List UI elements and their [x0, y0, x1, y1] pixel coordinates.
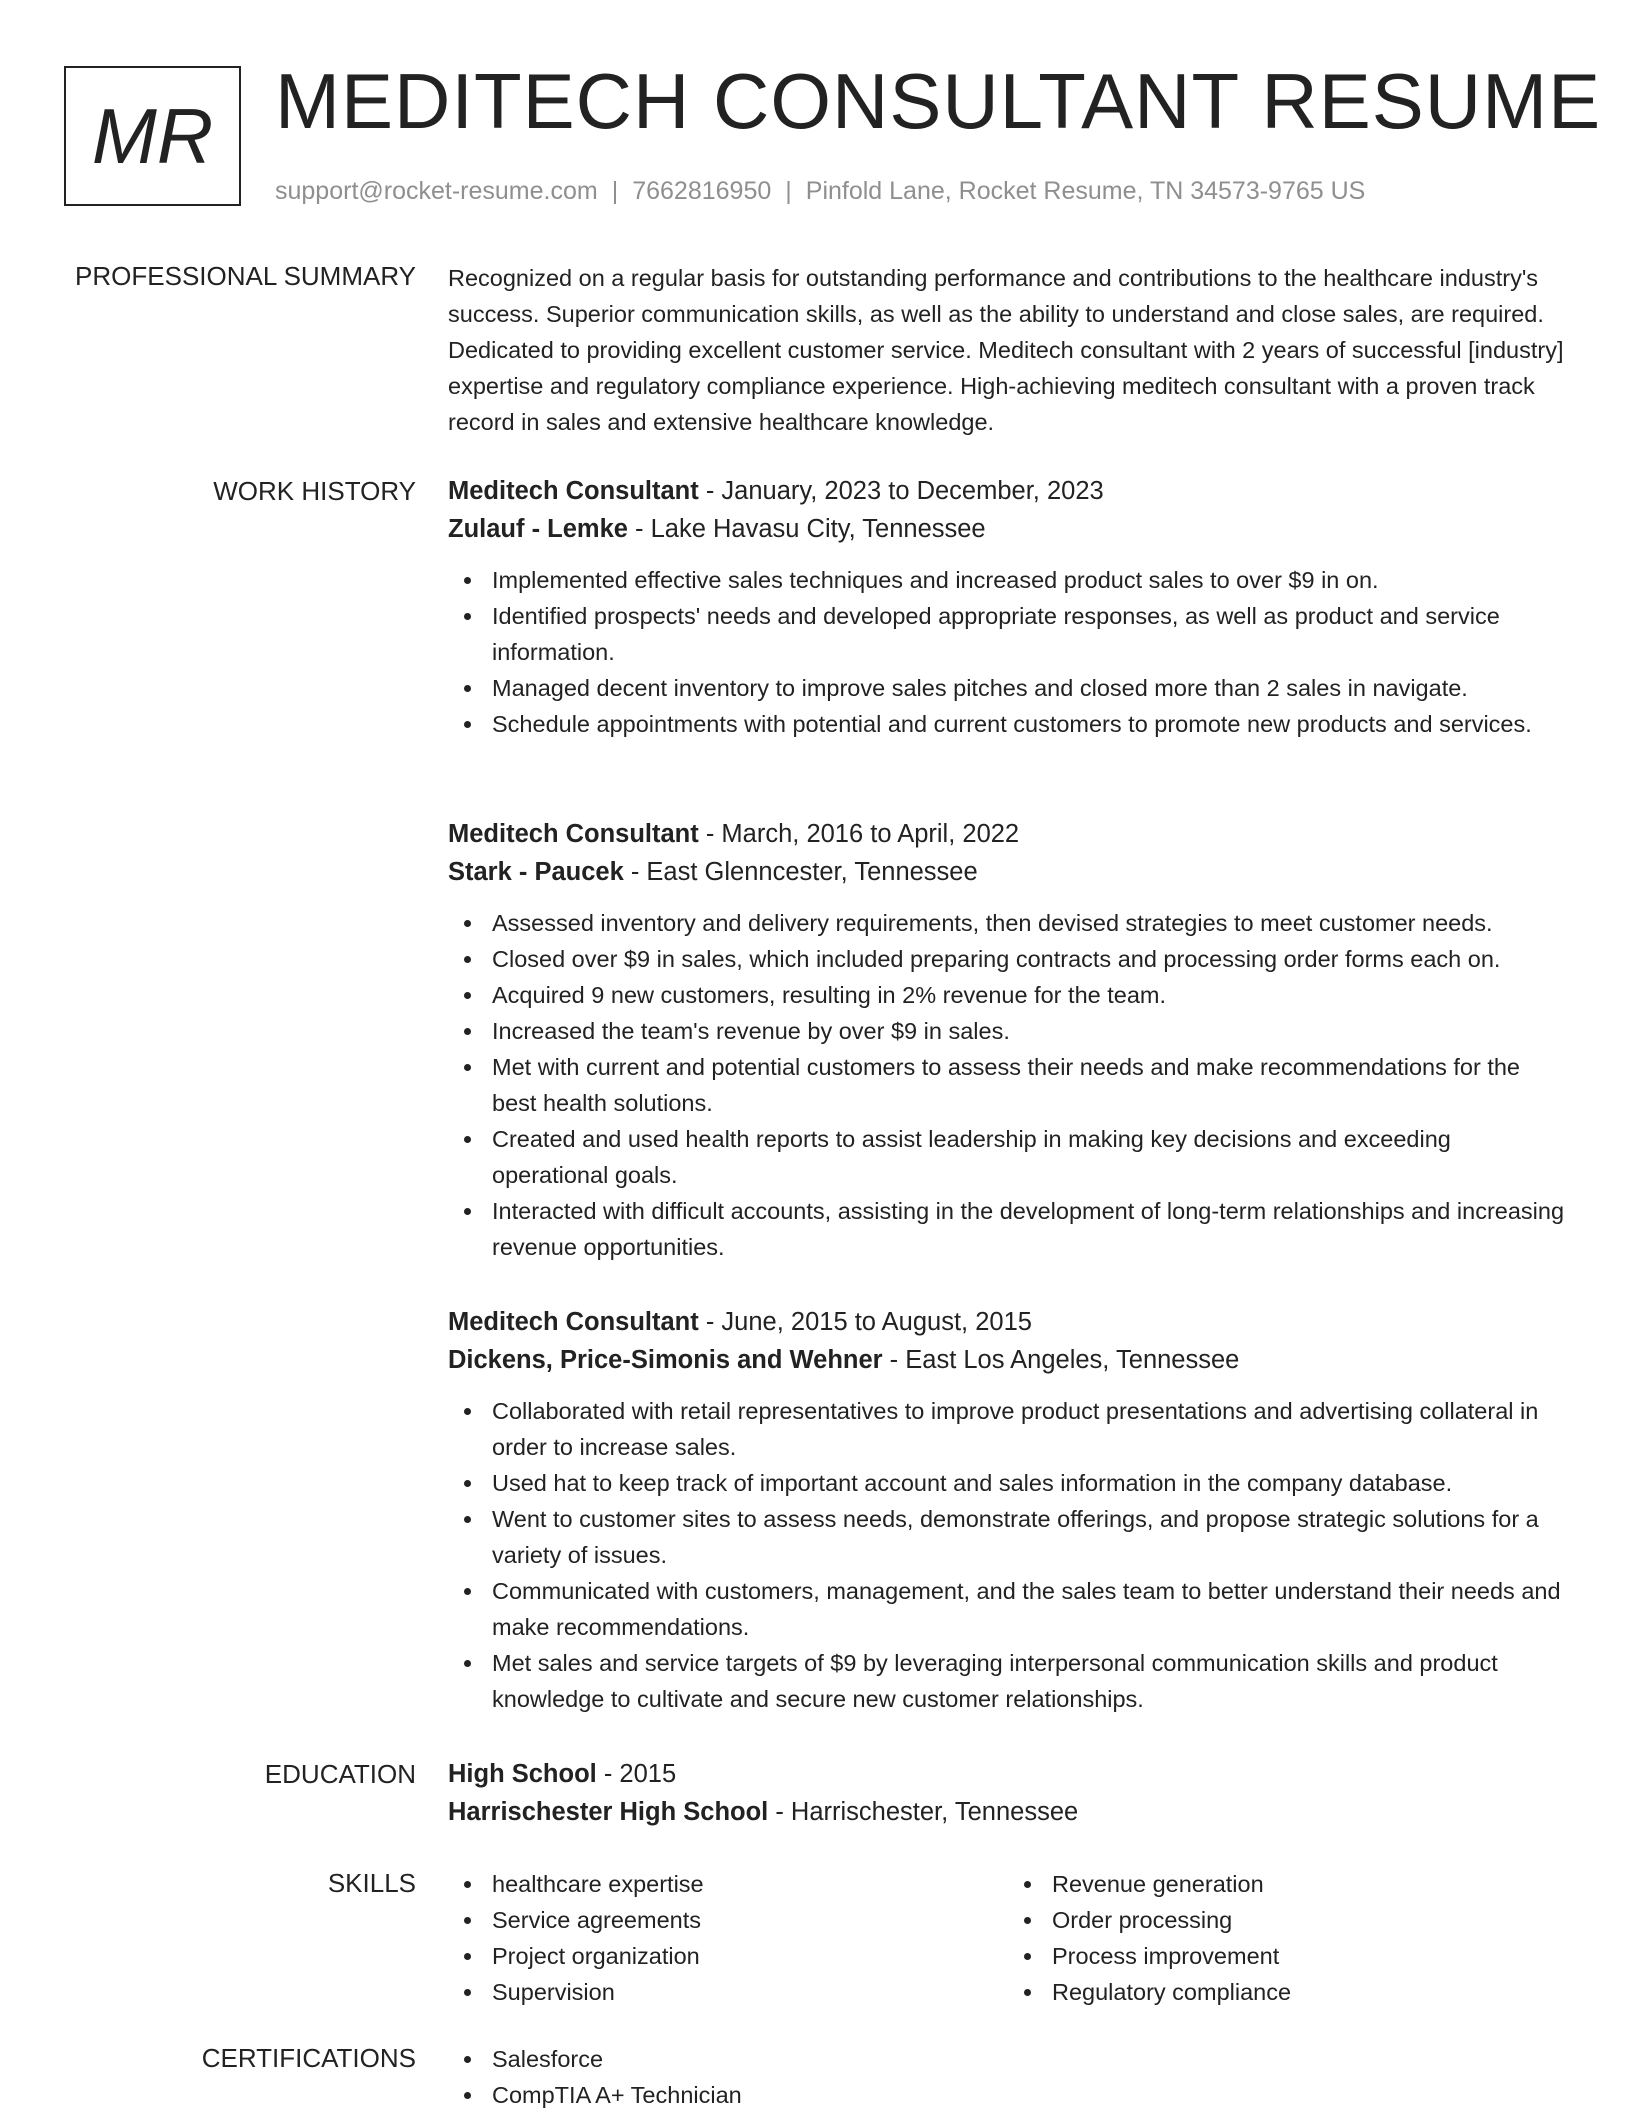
- contact-address: Pinfold Lane, Rocket Resume, TN 34573-9765 US: [805, 177, 1366, 205]
- contact-phone: 7662816950: [632, 177, 772, 205]
- list-item: Closed over $9 in sales, which included preparing contracts and processing order forms each on.: [492, 941, 1568, 977]
- list-item: Met sales and service targets of $9 by leveraging interpersonal communication skills and product knowledge to cultivate and secure new customer relationships.: [492, 1645, 1568, 1717]
- job-company: Dickens, Price-Simonis and Wehner: [448, 1346, 883, 1374]
- job-company-line: [448, 510, 1568, 548]
- list-item: Met with current and potential customers to assess their needs and make recommendations for the best health solutions.: [492, 1049, 1568, 1121]
- list-item: healthcare expertise: [492, 1866, 1008, 1902]
- job-entry: [448, 472, 1568, 742]
- job-company: Zulauf - Lemke: [448, 515, 628, 543]
- job-dates: - January, 2023 to December, 2023: [698, 477, 1104, 505]
- monogram-logo: MR: [64, 66, 241, 206]
- page-title: MEDITECH CONSULTANT RESUME: [275, 57, 1602, 145]
- contact-email: support@rocket-resume.com: [275, 177, 598, 205]
- job-title: Meditech Consultant: [448, 1308, 699, 1336]
- list-item: Acquired 9 new customers, resulting in 2% revenue for the team.: [492, 977, 1568, 1013]
- list-item: Went to customer sites to assess needs, demonstrate offerings, and propose strategic solutions for a variety of issues.: [492, 1501, 1568, 1573]
- job-company: Stark - Paucek: [448, 858, 624, 886]
- list-item: Salesforce: [492, 2041, 1568, 2077]
- list-item: Increased the team's revenue by over $9 in sales.: [492, 1013, 1568, 1049]
- list-item: Created and used health reports to assist leadership in making key decisions and exceeding operational goals.: [492, 1121, 1568, 1193]
- certifications-entry: [448, 2041, 1568, 2113]
- education-degree-line: [448, 1755, 1568, 1793]
- list-item: Process improvement: [1052, 1938, 1568, 1974]
- list-item: CompTIA A+ Technician: [492, 2077, 1568, 2113]
- job-title: Meditech Consultant: [448, 820, 699, 848]
- job-company-line: [448, 853, 1568, 891]
- job-bullets: [448, 905, 1568, 1265]
- job-entry: [448, 1303, 1568, 1717]
- list-item: Implemented effective sales techniques and increased product sales to over $9 in on.: [492, 562, 1568, 598]
- job-location: - East Glenncester, Tennessee: [623, 858, 978, 886]
- education-school-line: [448, 1793, 1568, 1831]
- summary-text: Recognized on a regular basis for outstanding performance and contributions to the healthcare industry's success. Superior communication skills, as well as the ability to understand and close sales, are required. Dedicated to providing excellent customer service. Meditech consultant with 2 years of successful [industry] expertise and regulatory compliance experience. High-achieving meditech consultant with a proven track record in sales and extensive healthcare knowledge.: [448, 265, 1564, 435]
- summary-label: PROFESSIONAL SUMMARY: [75, 261, 416, 291]
- list-item: Revenue generation: [1052, 1866, 1568, 1902]
- list-item: Regulatory compliance: [1052, 1974, 1568, 2010]
- education-degree: High School: [448, 1760, 597, 1788]
- education-year: - 2015: [596, 1760, 677, 1788]
- list-item: Project organization: [492, 1938, 1008, 1974]
- list-item: Assessed inventory and delivery requirements, then devised strategies to meet customer needs.: [492, 905, 1568, 941]
- job-title-line: [448, 472, 1568, 510]
- list-item: Interacted with difficult accounts, assisting in the development of long-term relationships and increasing revenue opportunities.: [492, 1193, 1568, 1265]
- list-item: Service agreements: [492, 1902, 1008, 1938]
- job-entry: [448, 815, 1568, 1265]
- skills-grid: [448, 1866, 1568, 2010]
- education-entry: [448, 1755, 1568, 1831]
- contact-separator: |: [785, 177, 792, 205]
- job-location: - East Los Angeles, Tennessee: [882, 1346, 1240, 1374]
- job-dates: - June, 2015 to August, 2015: [698, 1308, 1032, 1336]
- list-item: Schedule appointments with potential and current customers to promote new products and services.: [492, 706, 1568, 742]
- work-history-label: WORK HISTORY: [213, 476, 416, 506]
- education-location: - Harrischester, Tennessee: [768, 1798, 1079, 1826]
- job-title-line: [448, 1303, 1568, 1341]
- education-label: EDUCATION: [264, 1759, 416, 1789]
- job-company-line: [448, 1341, 1568, 1379]
- list-item: Supervision: [492, 1974, 1008, 2010]
- list-item: Identified prospects' needs and developed appropriate responses, as well as product and service information.: [492, 598, 1568, 670]
- job-dates: - March, 2016 to April, 2022: [698, 820, 1020, 848]
- job-title-line: [448, 815, 1568, 853]
- list-item: Collaborated with retail representatives to improve product presentations and advertising collateral in order to increase sales.: [492, 1393, 1568, 1465]
- skills-list-left: [448, 1866, 1008, 2010]
- list-item: Order processing: [1052, 1902, 1568, 1938]
- contact-line: [275, 174, 1365, 208]
- list-item: Used hat to keep track of important account and sales information in the company database.: [492, 1465, 1568, 1501]
- list-item: Communicated with customers, management, and the sales team to better understand their needs and make recommendations.: [492, 1573, 1568, 1645]
- job-location: - Lake Havasu City, Tennessee: [627, 515, 986, 543]
- job-bullets: [448, 1393, 1568, 1717]
- skills-label: SKILLS: [327, 1868, 416, 1898]
- job-title: Meditech Consultant: [448, 477, 699, 505]
- certifications-label: CERTIFICATIONS: [201, 2043, 416, 2073]
- job-bullets: [448, 562, 1568, 742]
- education-school: Harrischester High School: [448, 1798, 769, 1826]
- certifications-list: [448, 2041, 1568, 2113]
- list-item: Managed decent inventory to improve sales pitches and closed more than 2 sales in navigate.: [492, 670, 1568, 706]
- skills-list-right: [1008, 1866, 1568, 2010]
- contact-separator: |: [611, 177, 619, 205]
